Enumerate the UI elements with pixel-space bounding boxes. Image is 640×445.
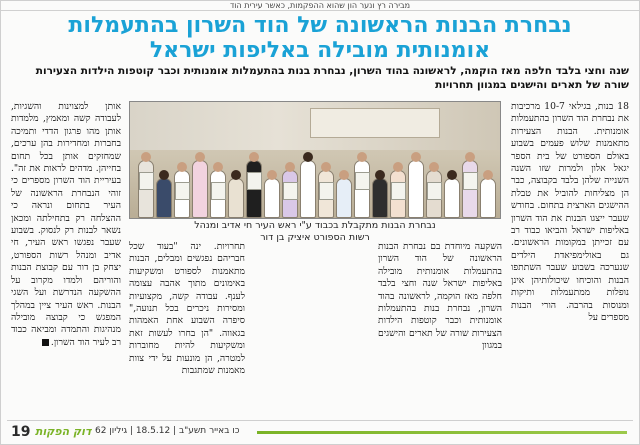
top-strip-text: מבירה רץ ונער הון שהוא ההפקמות, כאשר עירית הוד: [1, 1, 639, 11]
photo-certificate: [139, 172, 154, 190]
photo-figure-head: [411, 152, 421, 162]
photo-figure-head: [375, 170, 385, 180]
headline-line-2: אומנותית מובילה באליפות ישראל: [149, 38, 491, 63]
photo-figure-head: [357, 152, 367, 162]
photo-certificate: [175, 182, 190, 200]
photo-figure-head: [429, 162, 439, 172]
photo-figure: [480, 178, 496, 218]
photo-figure-head: [141, 152, 151, 162]
photo-figure: [336, 178, 352, 218]
photo-figure: [156, 178, 172, 218]
article-column-right: 18 בנות, בגילאי 10-7 מרכיבות את נבחרת הוד השרון בהתעמלות אומנותית. הבנות הצעירות מתאמנות שלוש פעמים בשבוע באולם הספורט של בית הספר יגאל אלון ולמרות שזו השנה השנייה שלהן בלבד בקבוצה, כבר הן מצליחות להוביל את טבלת ההישגים הארצית בתחום. בחודש שעבר ייצגו הבנות את הוד השרון באליפות ישראל והביאו כבוד רב עם זכייתן במקומות הראשונים. גם באולימפיאדת הילדים שנערכה בשבוע שעבר השתתפו הבנות והוכיחו שיכולותיהן אינן נופלות ממתעמלות ותיקות ומנוסות בהרבה. הורי הבנות מספרים על: [511, 101, 629, 323]
photo-certificate: [211, 182, 226, 200]
photo-figure: [300, 160, 316, 218]
photo-figure: [408, 160, 424, 218]
photo-certificate: [283, 182, 298, 200]
footer-accent-bar: [257, 431, 627, 434]
photo-figure: [372, 178, 388, 218]
article-column-left: [11, 101, 121, 389]
photo-figure: [228, 178, 244, 218]
photo-certificate: [391, 182, 406, 200]
photo-banner: [310, 108, 440, 138]
headline-line-1: נבחרת הבנות הראשונה של הוד השרון בהתעמלות: [68, 13, 572, 38]
photo-figure-head: [483, 170, 493, 180]
photo-figure-head: [249, 152, 259, 162]
photo-caption-line-2: רשות הספורט איציק בן דור: [260, 232, 370, 243]
photo-figure: [192, 160, 208, 218]
publication-logo: דוק הפקות: [35, 425, 92, 438]
photo-certificate: [463, 172, 478, 190]
photo-figure-head: [159, 170, 169, 180]
photo-figure: [444, 178, 460, 218]
photo-figure-head: [303, 152, 313, 162]
article-photo: [129, 101, 501, 219]
issue-date: כו באייר תשע"ב | 18.5.12 | גיליון 62: [95, 426, 240, 436]
headline: [7, 13, 633, 63]
photo-figure-head: [339, 170, 349, 180]
end-of-article-mark: [42, 339, 49, 346]
article-column-mid-right: השקעה מיוחדת בם נבחרת הבנות הראשונה של הוד השרון בהתעמלות אומנותית מובילה באליפות ישראל שנה וחצי בלבד חלפה מאז הוקמה, לראשונה בהוד השרון, נבחרת בנות בהתעמלות אומנותית וכבר קוטפות הילדות הצעירות שורה של תארים והישגים במגוון: [378, 241, 502, 352]
photo-certificate: [427, 182, 442, 200]
subheadline: שנה וחצי בלבד חלפה מאז הוקמה, לראשונה בהוד השרון, נבחרת בנות בהתעמלות אומנותית וכבר קוטפות הילדות הצעירות שורה של תארים והישגים במגוון תחרויות: [35, 65, 629, 91]
photo-figure-head: [267, 170, 277, 180]
photo-figure-head: [321, 162, 331, 172]
photo-caption-line-1: נבחרת הבנות מתקבלת בכבוד ע"י ראש העיר חי אדיב ומנהל: [194, 220, 436, 231]
page-footer: [7, 420, 633, 440]
photo-certificate: [247, 172, 262, 190]
photo-certificate: [355, 172, 370, 190]
photo-figure-head: [177, 162, 187, 172]
photo-certificate: [319, 182, 334, 200]
photo-figure-head: [393, 162, 403, 172]
photo-figure: [264, 178, 280, 218]
photo-figure-head: [231, 170, 241, 180]
photo-figure-head: [447, 170, 457, 180]
photo-figure-head: [213, 162, 223, 172]
photo-figure-head: [465, 152, 475, 162]
photo-figure-head: [285, 162, 295, 172]
page-number: 19: [11, 424, 31, 440]
article-column-left-text: אותן למצוינות והשגיות, לעבודה קשה ומאמץ, מלמדות אותן מהו פרגון הדדי ותמיכה בחברות ומחדירות בהן ערכים, שמחזקים אותן בכל תחום בחייהן. מדהים לראות את זה". בעיריית הוד השרון מספרים כי זוהי הנבחרת הראשונה של העיר בתחום ונראה כי ההצלחה רק בתחילתה ומכאן נשאר לבנות רק לנסוק. בשבוע שעבר נפגשו ראש העיר, חי אדיב ומנהל רשות הספורט, יצחק בן דור עם קבוצת הבנות והוריהם ולמדו מקרוב על ההשקעה הנדרשת ועל השגי הבנות. ראש העיר ציין במהלך המפגש כי קבוצה מובילה מנהיגות והתמדה ומביאה כבוד רב לעיר הוד השרון.: [11, 101, 121, 348]
article-column-mid-left: תחרויות. ינה "בעוד שכל חבריהם נפגשים ומבלים, הבנות מתאמנות לספורט ומשקיעות באימונים מתוך אהבה עצומה לענף. עבודה קשה, מקצועיות ומסירות ניכרים בכל תנועה," סיפרה השבוע אחת האמהות בגאווה. "הן בחרו לעשות זאת ומשקיעות להיות מחוברות למטרה, הן מונעות על ידי צוות מאמנות שמתגבות: [129, 241, 245, 377]
photo-figure-head: [195, 152, 205, 162]
